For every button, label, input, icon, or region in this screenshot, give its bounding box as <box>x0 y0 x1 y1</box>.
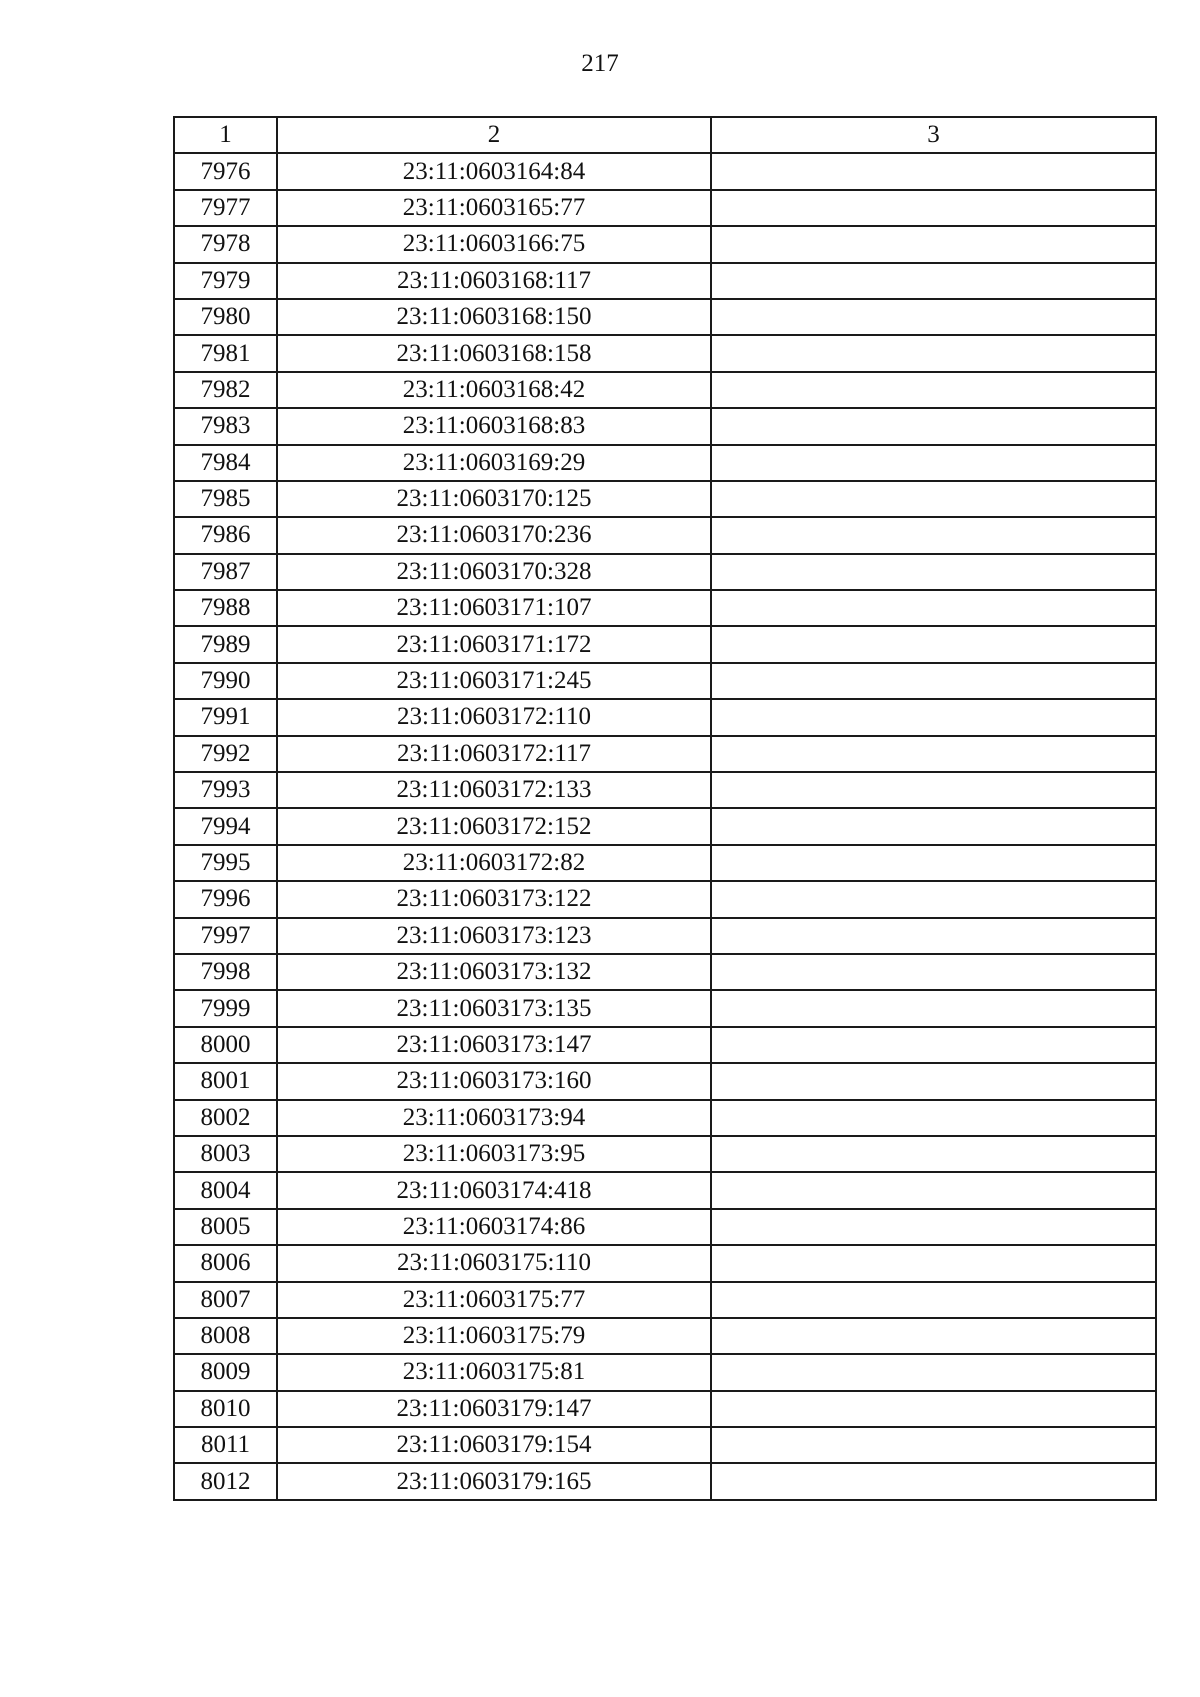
table-row <box>174 990 1156 1026</box>
table-row <box>174 699 1156 735</box>
note-cell <box>711 1063 1156 1099</box>
cadastral-number-cell: 23:11:0603168:83 <box>277 408 711 444</box>
row-number-cell: 7982 <box>174 372 277 408</box>
note-cell <box>711 445 1156 481</box>
cadastral-number-cell: 23:11:0603171:172 <box>277 626 711 662</box>
row-number-cell: 7988 <box>174 590 277 626</box>
note-cell <box>711 408 1156 444</box>
note-cell <box>711 590 1156 626</box>
note-cell <box>711 554 1156 590</box>
table-row <box>174 845 1156 881</box>
table-row <box>174 1172 1156 1208</box>
row-number-cell: 8007 <box>174 1282 277 1318</box>
note-cell <box>711 881 1156 917</box>
note-cell <box>711 1245 1156 1281</box>
cadastral-number-cell: 23:11:0603169:29 <box>277 445 711 481</box>
page-number: 217 <box>581 50 619 77</box>
note-cell <box>711 372 1156 408</box>
cadastral-number-cell: 23:11:0603172:82 <box>277 845 711 881</box>
cadastral-number-cell: 23:11:0603172:110 <box>277 699 711 735</box>
row-number-cell: 8011 <box>174 1427 277 1463</box>
cadastral-number-cell: 23:11:0603179:154 <box>277 1427 711 1463</box>
cadastral-number-cell: 23:11:0603166:75 <box>277 226 711 262</box>
column-header-3: 3 <box>711 117 1156 153</box>
cadastral-number-cell: 23:11:0603172:152 <box>277 808 711 844</box>
row-number-cell: 8003 <box>174 1136 277 1172</box>
row-number-cell: 8005 <box>174 1209 277 1245</box>
row-number-cell: 7992 <box>174 736 277 772</box>
row-number-cell: 8008 <box>174 1318 277 1354</box>
row-number-cell: 8009 <box>174 1354 277 1390</box>
row-number-cell: 7979 <box>174 263 277 299</box>
cadastral-number-cell: 23:11:0603164:84 <box>277 153 711 189</box>
note-cell <box>711 335 1156 371</box>
table-row <box>174 299 1156 335</box>
note-cell <box>711 808 1156 844</box>
row-number-cell: 7995 <box>174 845 277 881</box>
row-number-cell: 7989 <box>174 626 277 662</box>
note-cell <box>711 699 1156 735</box>
cadastral-number-cell: 23:11:0603172:133 <box>277 772 711 808</box>
table-row <box>174 736 1156 772</box>
note-cell <box>711 1136 1156 1172</box>
cadastral-number-cell: 23:11:0603173:123 <box>277 918 711 954</box>
table-row <box>174 481 1156 517</box>
table-row <box>174 1463 1156 1499</box>
table-row <box>174 918 1156 954</box>
table-row <box>174 772 1156 808</box>
row-number-cell: 8006 <box>174 1245 277 1281</box>
cadastral-number-cell: 23:11:0603171:245 <box>277 663 711 699</box>
table-row <box>174 554 1156 590</box>
cadastral-number-cell: 23:11:0603170:328 <box>277 554 711 590</box>
table-body <box>174 153 1156 1499</box>
row-number-cell: 7993 <box>174 772 277 808</box>
row-number-cell: 7978 <box>174 226 277 262</box>
row-number-cell: 7980 <box>174 299 277 335</box>
cadastral-number-cell: 23:11:0603173:122 <box>277 881 711 917</box>
note-cell <box>711 1172 1156 1208</box>
cadastral-number-cell: 23:11:0603170:236 <box>277 517 711 553</box>
note-cell <box>711 1427 1156 1463</box>
note-cell <box>711 918 1156 954</box>
table-row <box>174 590 1156 626</box>
cadastral-number-cell: 23:11:0603174:418 <box>277 1172 711 1208</box>
row-number-cell: 7991 <box>174 699 277 735</box>
cadastral-number-cell: 23:11:0603175:110 <box>277 1245 711 1281</box>
note-cell <box>711 772 1156 808</box>
table-row <box>174 1318 1156 1354</box>
cadastral-number-cell: 23:11:0603168:158 <box>277 335 711 371</box>
cadastral-number-cell: 23:11:0603174:86 <box>277 1209 711 1245</box>
row-number-cell: 8004 <box>174 1172 277 1208</box>
table-row <box>174 1209 1156 1245</box>
row-number-cell: 7985 <box>174 481 277 517</box>
register-table <box>173 116 1157 1501</box>
cadastral-number-cell: 23:11:0603179:165 <box>277 1463 711 1499</box>
table-row <box>174 808 1156 844</box>
table-row <box>174 954 1156 990</box>
note-cell <box>711 663 1156 699</box>
cadastral-number-cell: 23:11:0603175:81 <box>277 1354 711 1390</box>
note-cell <box>711 845 1156 881</box>
cadastral-number-cell: 23:11:0603173:135 <box>277 990 711 1026</box>
table-row <box>174 1027 1156 1063</box>
row-number-cell: 7997 <box>174 918 277 954</box>
cadastral-number-cell: 23:11:0603173:160 <box>277 1063 711 1099</box>
note-cell <box>711 736 1156 772</box>
table-header <box>174 117 1156 153</box>
row-number-cell: 8002 <box>174 1100 277 1136</box>
table-row <box>174 881 1156 917</box>
table-row <box>174 1245 1156 1281</box>
note-cell <box>711 481 1156 517</box>
table-row <box>174 1391 1156 1427</box>
note-cell <box>711 954 1156 990</box>
header-row <box>174 117 1156 153</box>
note-cell <box>711 226 1156 262</box>
row-number-cell: 7986 <box>174 517 277 553</box>
note-cell <box>711 1100 1156 1136</box>
row-number-cell: 8001 <box>174 1063 277 1099</box>
table-row <box>174 517 1156 553</box>
cadastral-number-cell: 23:11:0603168:117 <box>277 263 711 299</box>
table-row <box>174 372 1156 408</box>
table-row <box>174 408 1156 444</box>
note-cell <box>711 263 1156 299</box>
table-row <box>174 1063 1156 1099</box>
table-row <box>174 226 1156 262</box>
table-row <box>174 1354 1156 1390</box>
table-row <box>174 626 1156 662</box>
table-row <box>174 153 1156 189</box>
note-cell <box>711 153 1156 189</box>
cadastral-number-cell: 23:11:0603165:77 <box>277 190 711 226</box>
note-cell <box>711 1209 1156 1245</box>
cadastral-number-cell: 23:11:0603168:150 <box>277 299 711 335</box>
cadastral-number-cell: 23:11:0603175:79 <box>277 1318 711 1354</box>
cadastral-number-cell: 23:11:0603173:94 <box>277 1100 711 1136</box>
row-number-cell: 8010 <box>174 1391 277 1427</box>
note-cell <box>711 1282 1156 1318</box>
note-cell <box>711 626 1156 662</box>
table-row <box>174 663 1156 699</box>
row-number-cell: 7977 <box>174 190 277 226</box>
row-number-cell: 8012 <box>174 1463 277 1499</box>
row-number-cell: 7976 <box>174 153 277 189</box>
row-number-cell: 7987 <box>174 554 277 590</box>
cadastral-number-cell: 23:11:0603173:95 <box>277 1136 711 1172</box>
table-row <box>174 263 1156 299</box>
note-cell <box>711 990 1156 1026</box>
table-row <box>174 445 1156 481</box>
column-header-2: 2 <box>277 117 711 153</box>
cadastral-number-cell: 23:11:0603173:147 <box>277 1027 711 1063</box>
table-row <box>174 190 1156 226</box>
note-cell <box>711 1354 1156 1390</box>
note-cell <box>711 1027 1156 1063</box>
note-cell <box>711 1463 1156 1499</box>
note-cell <box>711 1318 1156 1354</box>
table-row <box>174 1282 1156 1318</box>
column-header-1: 1 <box>174 117 277 153</box>
row-number-cell: 7999 <box>174 990 277 1026</box>
row-number-cell: 7996 <box>174 881 277 917</box>
table-row <box>174 1427 1156 1463</box>
cadastral-number-cell: 23:11:0603175:77 <box>277 1282 711 1318</box>
cadastral-number-cell: 23:11:0603172:117 <box>277 736 711 772</box>
note-cell <box>711 1391 1156 1427</box>
cadastral-number-cell: 23:11:0603173:132 <box>277 954 711 990</box>
row-number-cell: 8000 <box>174 1027 277 1063</box>
row-number-cell: 7994 <box>174 808 277 844</box>
table-row <box>174 1100 1156 1136</box>
table-row <box>174 335 1156 371</box>
row-number-cell: 7981 <box>174 335 277 371</box>
note-cell <box>711 190 1156 226</box>
note-cell <box>711 299 1156 335</box>
cadastral-number-cell: 23:11:0603168:42 <box>277 372 711 408</box>
cadastral-number-cell: 23:11:0603170:125 <box>277 481 711 517</box>
cadastral-number-cell: 23:11:0603179:147 <box>277 1391 711 1427</box>
row-number-cell: 7984 <box>174 445 277 481</box>
note-cell <box>711 517 1156 553</box>
table-row <box>174 1136 1156 1172</box>
row-number-cell: 7998 <box>174 954 277 990</box>
row-number-cell: 7990 <box>174 663 277 699</box>
row-number-cell: 7983 <box>174 408 277 444</box>
cadastral-number-cell: 23:11:0603171:107 <box>277 590 711 626</box>
